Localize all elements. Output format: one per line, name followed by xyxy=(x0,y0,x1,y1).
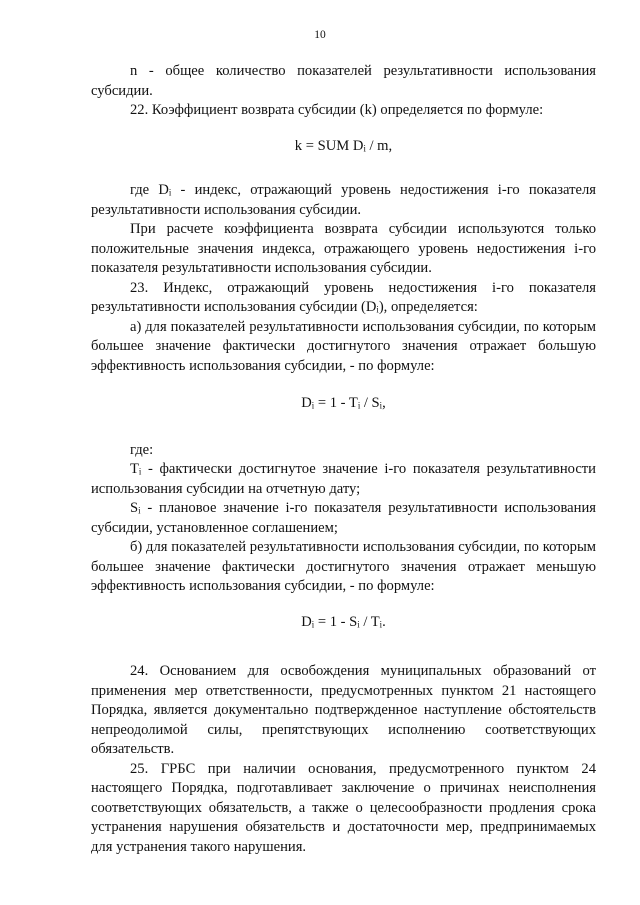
paragraph-where: где: xyxy=(130,441,154,458)
page-number: 10 xyxy=(314,29,326,41)
formula-k: k = SUM Dᵢ / m, xyxy=(294,137,393,154)
paragraph-22: 22. Коэффициент возврата субсидии (k) определяется по формуле: xyxy=(130,102,544,118)
paragraph-23: 23. Индекс, отражающий уровень недостижения i-го показателя результативности использования субсидии (Dᵢ), определяется: xyxy=(91,279,596,315)
formula-di-a: Dᵢ = 1 - Tᵢ / Sᵢ, xyxy=(301,395,386,411)
paragraph-si-definition: Sᵢ - плановое значение i-го показателя результативности использования субсидии, установленное соглашением; xyxy=(91,500,596,536)
paragraph-ti-definition: Tᵢ - фактически достигнутое значение i-го показателя результативности использования субсидии на отчетную дату; xyxy=(91,461,596,497)
paragraph-n-definition: n - общее количество показателей результативности использования субсидии. xyxy=(91,63,596,99)
paragraph-di-definition: где Dᵢ - индекс, отражающий уровень недостижения i-го показателя результативности использования субсидии. xyxy=(91,182,596,218)
paragraph-25: 25. ГРБС при наличии основания, предусмотренного пунктом 24 настоящего Порядка, подготавливает заключение о причинах неисполнения соответствующих обязательств, а также о целесообразности продления срока устранения нарушения обязательств и достаточности мер, предпринимаемых для устранения такого нарушения. xyxy=(91,760,596,855)
document-body xyxy=(91,62,596,857)
paragraph-24: 24. Основанием для освобождения муниципальных образований от применения мер ответственности, предусмотренных пунктом 21 настоящего Порядка, является документально подтвержденное наступление обстоятельств непреодолимой силы, препятствующих исполнению соответствующих обязательств. xyxy=(91,663,596,757)
paragraph-positive-values: При расчете коэффициента возврата субсидии используются только положительные значения индекса, отражающего уровень недостижения i-го показателя результативности использования субсидии. xyxy=(91,221,596,276)
formula-di-b: Dᵢ = 1 - Sᵢ / Tᵢ. xyxy=(301,613,386,630)
paragraph-23a: а) для показателей результативности использования субсидии, по которым большее значение фактически достигнутого значения отражает большую эффективность использования субсидии, - по формуле: xyxy=(91,318,596,374)
paragraph-23b: б) для показателей результативности использования субсидии, по которым большее значение фактически достигнутого значения отражает меньшую эффективность использования субсидии, - по формуле: xyxy=(91,539,596,594)
